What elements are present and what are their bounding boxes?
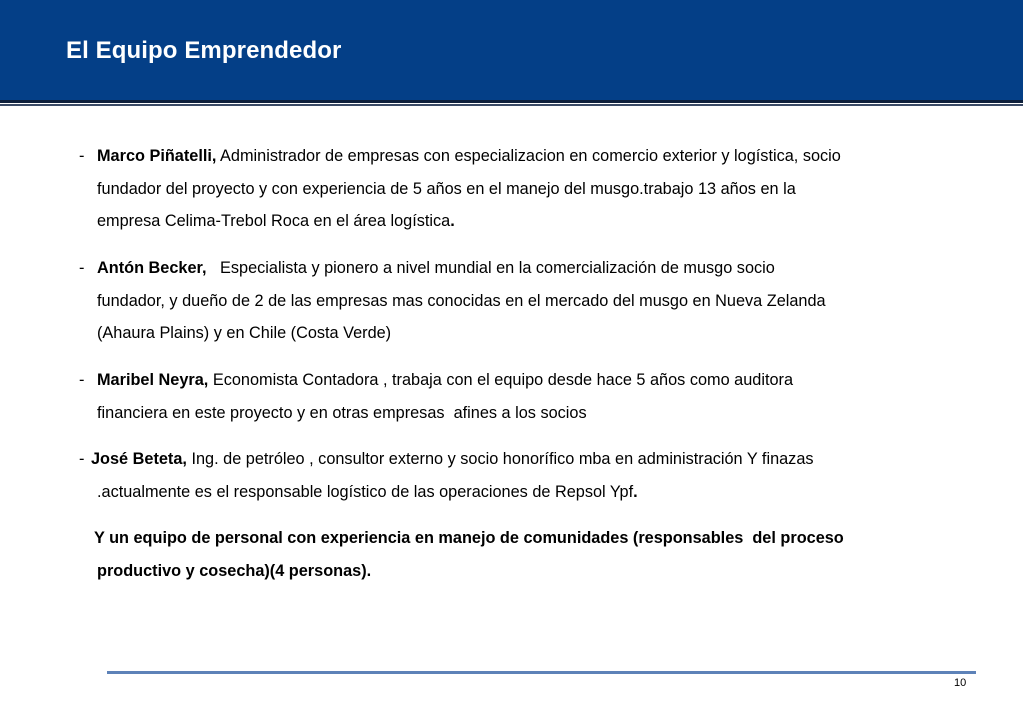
page-number: 10 — [954, 677, 967, 689]
member-line: fundador del proyecto y con experiencia de 5 años en el manejo del musgo.trabajo 13 años en la — [97, 180, 796, 198]
slide-title: El Equipo Emprendedor — [66, 37, 342, 64]
bullet-dash: - — [79, 371, 85, 389]
bullet-dash: - — [79, 147, 85, 165]
member-description: Economista Contadora , trabaja con el equipo desde hace 5 años como auditora — [208, 371, 794, 389]
member-line — [97, 146, 841, 166]
bullet-dash: - — [79, 259, 85, 277]
member-line: fundador, y dueño de 2 de las empresas mas conocidas en el mercado del musgo en Nueva Zelanda — [97, 292, 826, 310]
member-line — [97, 370, 793, 390]
team-note-line: productivo y cosecha)(4 personas). — [97, 562, 372, 580]
member-description: Administrador de empresas con especializacion en comercio exterior y logística, socio — [216, 147, 841, 165]
member-line: (Ahaura Plains) y en Chile (Costa Verde) — [97, 324, 392, 342]
member-line — [97, 482, 638, 502]
member-description: Ing. de petróleo , consultor externo y socio honorífico mba en administración Y finazas — [186, 450, 814, 468]
member-line — [97, 258, 775, 278]
member-name: Antón Becker, — [97, 259, 207, 277]
line-end-mark: . — [450, 212, 455, 230]
member-name: Marco Piñatelli, — [97, 147, 217, 165]
member-line — [91, 449, 814, 469]
member-name: Maribel Neyra, — [97, 371, 209, 389]
line-end-mark: . — [633, 483, 638, 501]
slide-header — [0, 0, 1023, 103]
member-description: .actualmente es el responsable logístico de las operaciones de Repsol Ypf — [97, 483, 634, 501]
member-line: financiera en este proyecto y en otras empresas afines a los socios — [97, 404, 587, 422]
member-description: empresa Celima-Trebol Roca en el área logística — [97, 212, 451, 230]
team-note-line: Y un equipo de personal con experiencia en manejo de comunidades (responsables del proceso — [94, 529, 844, 547]
member-line — [97, 211, 455, 231]
member-name: José Beteta, — [91, 450, 187, 468]
bullet-dash: - — [79, 450, 85, 468]
footer-rule — [107, 671, 976, 674]
member-description: Especialista y pionero a nivel mundial en la comercialización de musgo socio — [206, 259, 775, 277]
